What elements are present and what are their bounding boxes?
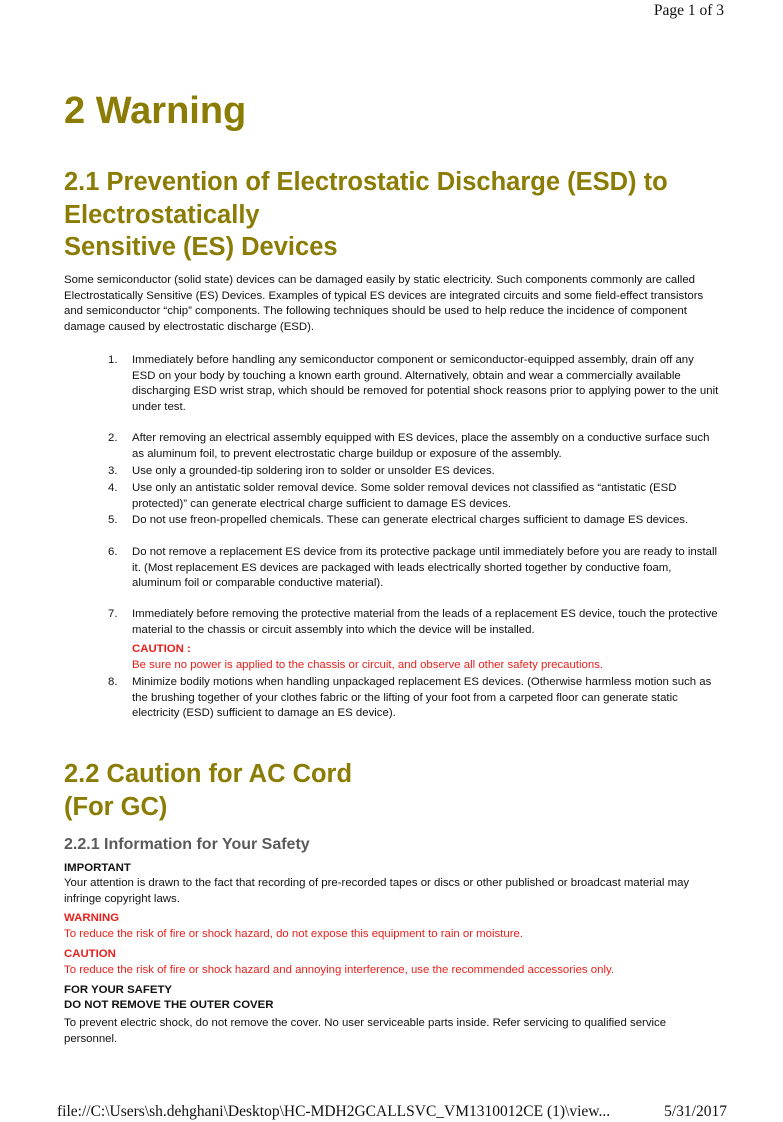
esd-caution-text: Be sure no power is applied to the chassis or circuit, and observe all other safety precautions. (132, 658, 604, 671)
list-item-number: 1. (108, 354, 118, 366)
list-item-text: Use only a grounded-tip soldering iron to solder or unsolder ES devices. (132, 465, 495, 477)
important-text: Your attention is drawn to the fact that recording of pre-recorded tapes or discs or other published or broadcast material may infringe copyright laws. (64, 877, 690, 905)
warning-label: WARNING (64, 912, 120, 924)
list-item-text: After removing an electrical assembly equipped with ES devices, place the assembly on a conductive surface such as aluminum foil, to prevent electrostatic charge buildup or exposure of the assembly. (132, 432, 710, 460)
list-item-number: 8. (108, 676, 118, 688)
list-item (108, 464, 719, 480)
list-item-number: 5. (108, 514, 118, 526)
list-item-text: Immediately before removing the protective material from the leads of a replacement ES device, touch the protective material to the chassis or circuit assembly into which the device will be installed. (132, 608, 718, 636)
list-item-text: Minimize bodily motions when handling unpackaged replacement ES devices. (Otherwise harmless motion such as the brushing together of your clothes fabric or the lifting of your foot from a carpeted floor can generate static electricity (ESD) sufficient to damage an ES device). (132, 676, 712, 720)
safety-label: FOR YOUR SAFETY (64, 984, 173, 996)
outer-cover-text: To prevent electric shock, do not remove the cover. No user serviceable parts inside. Refer servicing to qualified service personnel. (64, 1017, 667, 1045)
list-item-number: 3. (108, 465, 118, 477)
list-item (108, 353, 719, 415)
list-item-number: 2. (108, 432, 118, 444)
footer (57, 1103, 727, 1121)
section-2-2-heading (64, 758, 352, 823)
page-number: Page 1 of 3 (653, 2, 724, 19)
list-item-number: 7. (108, 608, 118, 620)
list-item-text: Use only an antistatic solder removal device. Some solder removal devices not classified as “antistatic (ESD protected)” can generate electrical charge sufficient to damage ES devices. (132, 482, 677, 510)
section-2-1-heading-line-2: Electrostatically (64, 200, 260, 229)
outer-cover-label: DO NOT REMOVE THE OUTER COVER (64, 999, 274, 1011)
warning-text: To reduce the risk of fire or shock hazard, do not expose this equipment to rain or moisture. (64, 928, 524, 940)
list-item-text: Do not remove a replacement ES device from its protective package until immediately before you are ready to install it. (Most replacement ES devices are packaged with leads electrically shorted together by conductive foam, aluminum foil or comparable conductive material). (132, 546, 718, 590)
list-item-number: 4. (108, 482, 118, 494)
safety-subheading: 2.2.1 Information for Your Safety (64, 836, 310, 853)
list-item (108, 513, 719, 529)
list-item-text: Do not use freon-propelled chemicals. These can generate electrical charges sufficient to damage ES devices. (132, 514, 689, 526)
list-item (108, 607, 719, 638)
esd-caution-note (132, 642, 719, 673)
section-2-2-heading-line-1: 2.2 Caution for AC Cord (64, 760, 353, 788)
important-label: IMPORTANT (64, 862, 131, 874)
section-2-1-heading (64, 166, 668, 264)
list-item-number: 6. (108, 546, 118, 558)
list-item (108, 545, 719, 592)
list-item (108, 431, 719, 462)
caution-label: CAUTION (64, 948, 116, 960)
page-title: 2 Warning (64, 90, 247, 132)
section-2-2-heading-line-2: (For GC) (64, 792, 168, 821)
esd-intro-paragraph: Some semiconductor (solid state) devices can be damaged easily by static electricity. Such components commonly are called Electrostatically Sensitive (ES) Devices. Examples of typical ES devices are integrated circuits and some field-effect transistors and semiconductor “chip” components. The following techniques should be used to help reduce the incidence of component damage caused by electrostatic discharge (ESD). (64, 274, 704, 333)
esd-caution-label: CAUTION : (132, 643, 191, 655)
footer-file-path: file://C:\Users\sh.dehghani\Desktop\HC-MDH2GCALLSVC_VM1310012CE (1)\view... (57, 1103, 611, 1120)
caution-text: To reduce the risk of fire or shock hazard and annoying interference, use the recommended accessories only. (64, 964, 614, 976)
section-2-1-heading-line-3: Sensitive (ES) Devices (64, 233, 338, 261)
footer-date: 5/31/2017 (664, 1103, 727, 1120)
list-item (108, 675, 719, 722)
list-item-text: Immediately before handling any semiconductor component or semiconductor-equipped assembly, drain off any ESD on your body by touching a known earth ground. Alternatively, obtain and wear a commercially available discharging ESD wrist strap, which should be removed for potential shock reasons prior to applying power to the unit under test. (132, 354, 719, 413)
section-2-1-heading-line-1: 2.1 Prevention of Electrostatic Discharge (ESD) to (64, 168, 668, 196)
list-item (108, 481, 719, 512)
